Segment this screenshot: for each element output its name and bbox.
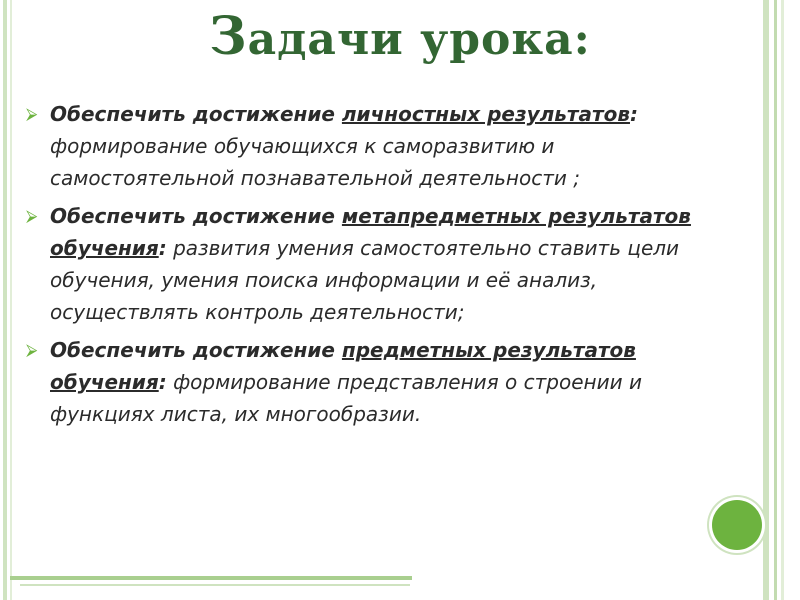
bullet-colon: : bbox=[629, 102, 638, 126]
bullet-key-term: предметных результатов обучения bbox=[50, 338, 636, 394]
bullet-item bbox=[24, 200, 724, 328]
hollow-arrow-bullet-icon: ⮚ bbox=[26, 206, 38, 225]
bullet-colon: : bbox=[158, 370, 167, 394]
bullet-description: формирование представления о строении и функциях листа, их многообразии. bbox=[50, 370, 642, 426]
bullet-description: развития умения самостоятельно ставить цели обучения, умения поиска информации и её анализ, осуществлять контроль деятельности; bbox=[50, 236, 680, 324]
bullet-key-term: личностных результатов bbox=[341, 102, 630, 126]
green-circle-decoration bbox=[712, 500, 762, 550]
slide-title-rest: адачи урока: bbox=[247, 14, 591, 65]
hollow-arrow-bullet-icon: ⮚ bbox=[26, 340, 38, 359]
frame-line-right-outer bbox=[763, 0, 769, 600]
bullet-key-term: метапредметных результатов обучения bbox=[50, 204, 691, 260]
slide-title-initial: З bbox=[209, 6, 248, 67]
bullet-item bbox=[24, 98, 724, 194]
hollow-arrow-bullet-icon: ⮚ bbox=[26, 104, 38, 123]
bullet-lead-text: Обеспечить достижение bbox=[50, 338, 342, 362]
frame-line-left-outer bbox=[3, 0, 7, 600]
bullet-lead-text: Обеспечить достижение bbox=[50, 204, 342, 228]
slide-title bbox=[0, 6, 800, 67]
bullet-colon: : bbox=[158, 236, 167, 260]
bullet-description: формирование обучающихся к саморазвитию и самостоятельной познавательной деятельности ; bbox=[50, 134, 580, 190]
bullet-item bbox=[24, 334, 724, 430]
bullet-lead-text: Обеспечить достижение bbox=[50, 102, 342, 126]
bullet-list bbox=[24, 98, 724, 436]
frame-line-left-inner bbox=[10, 0, 12, 600]
bottom-accent-line bbox=[10, 576, 412, 580]
bottom-accent-line-thin bbox=[20, 584, 410, 586]
frame-line-right-middle bbox=[774, 0, 777, 600]
frame-line-right-inner bbox=[781, 0, 784, 600]
